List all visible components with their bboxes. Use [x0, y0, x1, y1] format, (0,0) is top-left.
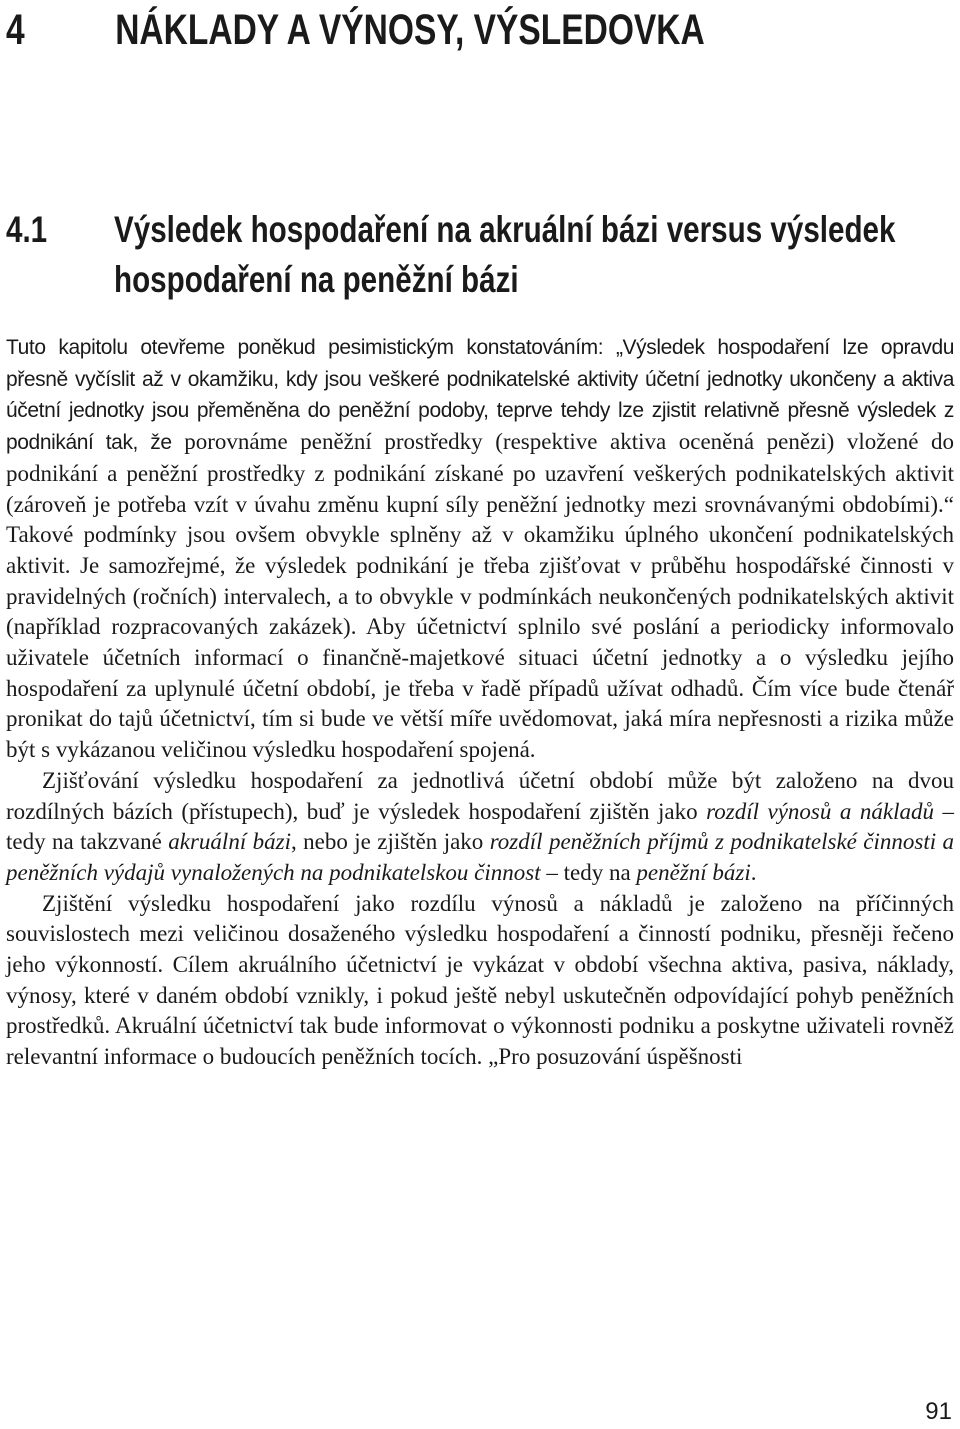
- paragraph-1-rest: porovnáme peněžní prostředky (respektive aktiva oceněná penězi) vložené do podnikání a peněžní prostředky z podnikání získané po uzavření veškerých podnikatelských aktivit (zároveň je potřeba vzít v úvahu změnu kupní síly peněžní jednotky mezi srovnávanými obdobími).“ Takové podmínky jsou ovšem obvykle splněny až v okamžiku úplného ukončení podnikatelských aktivit. Je samozřejmé, že výsledek podnikání je třeba zjišťovat v průběhu hospodářské činnosti v pravidelných (ročních) intervalech, a to obvykle v podmínkách neukončených podnikatelských aktivit (například rozpracovaných zakázek). Aby účetnictví splnilo své poslání a periodicky informovalo uživatele účetních informací o finančně-majetkové situaci účetní jednotky a o výsledku jejího hospodaření za uplynulé účetní období, je třeba v řadě případů užívat odhadů. Čím více bude čtenář pronikat do tajů účetnictví, tím si bude ve větší míře uvědomovat, jaká míra nepřesnosti a rizika může být s vykázanou veličinou výsledku hospodaření spojená.: [6, 429, 954, 763]
- paragraph-1-intro: Tuto kapitolu otevřeme poněkud pesimistickým konstatováním: „Výsledek hospodaření lze opravdu přesně vyčíslit až v okamžiku, kdy jsou veškeré podnikatelské aktivity účetní jednotky ukončeny a aktiva účetní jednotky jsou přeměněna do peněžní podoby, teprve tehdy lze zjistit relativně přesně výsledek z podnikání tak, že: [6, 336, 954, 455]
- paragraph-2-text-3: , nebo je zjištěn jako: [290, 829, 490, 855]
- paragraph-2-text-5: .: [750, 859, 757, 885]
- section-title: Výsledek hospodaření na akruální bázi versus výsledek hospodaření na peněžní bázi: [114, 209, 896, 300]
- page-number: 91: [925, 1398, 952, 1425]
- section-number: 4.1: [6, 209, 48, 250]
- paragraph-2-term-cash-basis: peněžní bázi: [636, 859, 751, 885]
- paragraph-2-term-cash-difference: rozdíl peněžních příjmů z podnikatelské činnosti a peněžních výdajů vynaložených na podnikatelskou činnost: [6, 829, 955, 885]
- paragraph-1: [6, 332, 954, 766]
- paragraph-2-text-1: Zjišťování výsledku hospodaření za jednotlivá účetní období může být založeno na dvou rozdílných bázích (přístupech), buď je výsledek hospodaření zjištěn jako: [6, 767, 954, 824]
- paragraph-3: Zjištění výsledku hospodaření jako rozdílu výnosů a nákladů je založeno na příčinných souvislostech mezi veličinou dosaženého výsledku hospodaření a činností podniku, přesněji řečeno jeho výkonností. Cílem akruálního účetnictví je vykázat v období všechna aktiva, pasiva, náklady, výnosy, které v daném období vznikly, i pokud ještě nebyl uskutečněn odpovídající pohyb peněžních prostředků. Akruální účetnictví tak bude informovat o výkonnosti podniku a poskytne uživateli rovněž relevantní informace o budoucích peněžních tocích. „Pro posuzování úspěšnosti: [6, 890, 954, 1070]
- paragraph-2-text-2: – tedy na takzvané: [6, 798, 955, 855]
- chapter-heading: [6, 4, 747, 56]
- section-heading: [6, 205, 960, 305]
- paragraph-2-text-4: – tedy na: [540, 859, 637, 885]
- body-text: [6, 332, 954, 1073]
- paragraph-2-term-accrual-difference: rozdíl výnosů a nákladů: [706, 798, 934, 824]
- chapter-number: 4: [6, 6, 25, 54]
- paragraph-2-term-accrual-basis: akruální bázi: [168, 829, 291, 855]
- chapter-title: NÁKLADY A VÝNOSY, VÝSLEDOVKA: [115, 6, 705, 54]
- paragraph-2: [6, 766, 954, 889]
